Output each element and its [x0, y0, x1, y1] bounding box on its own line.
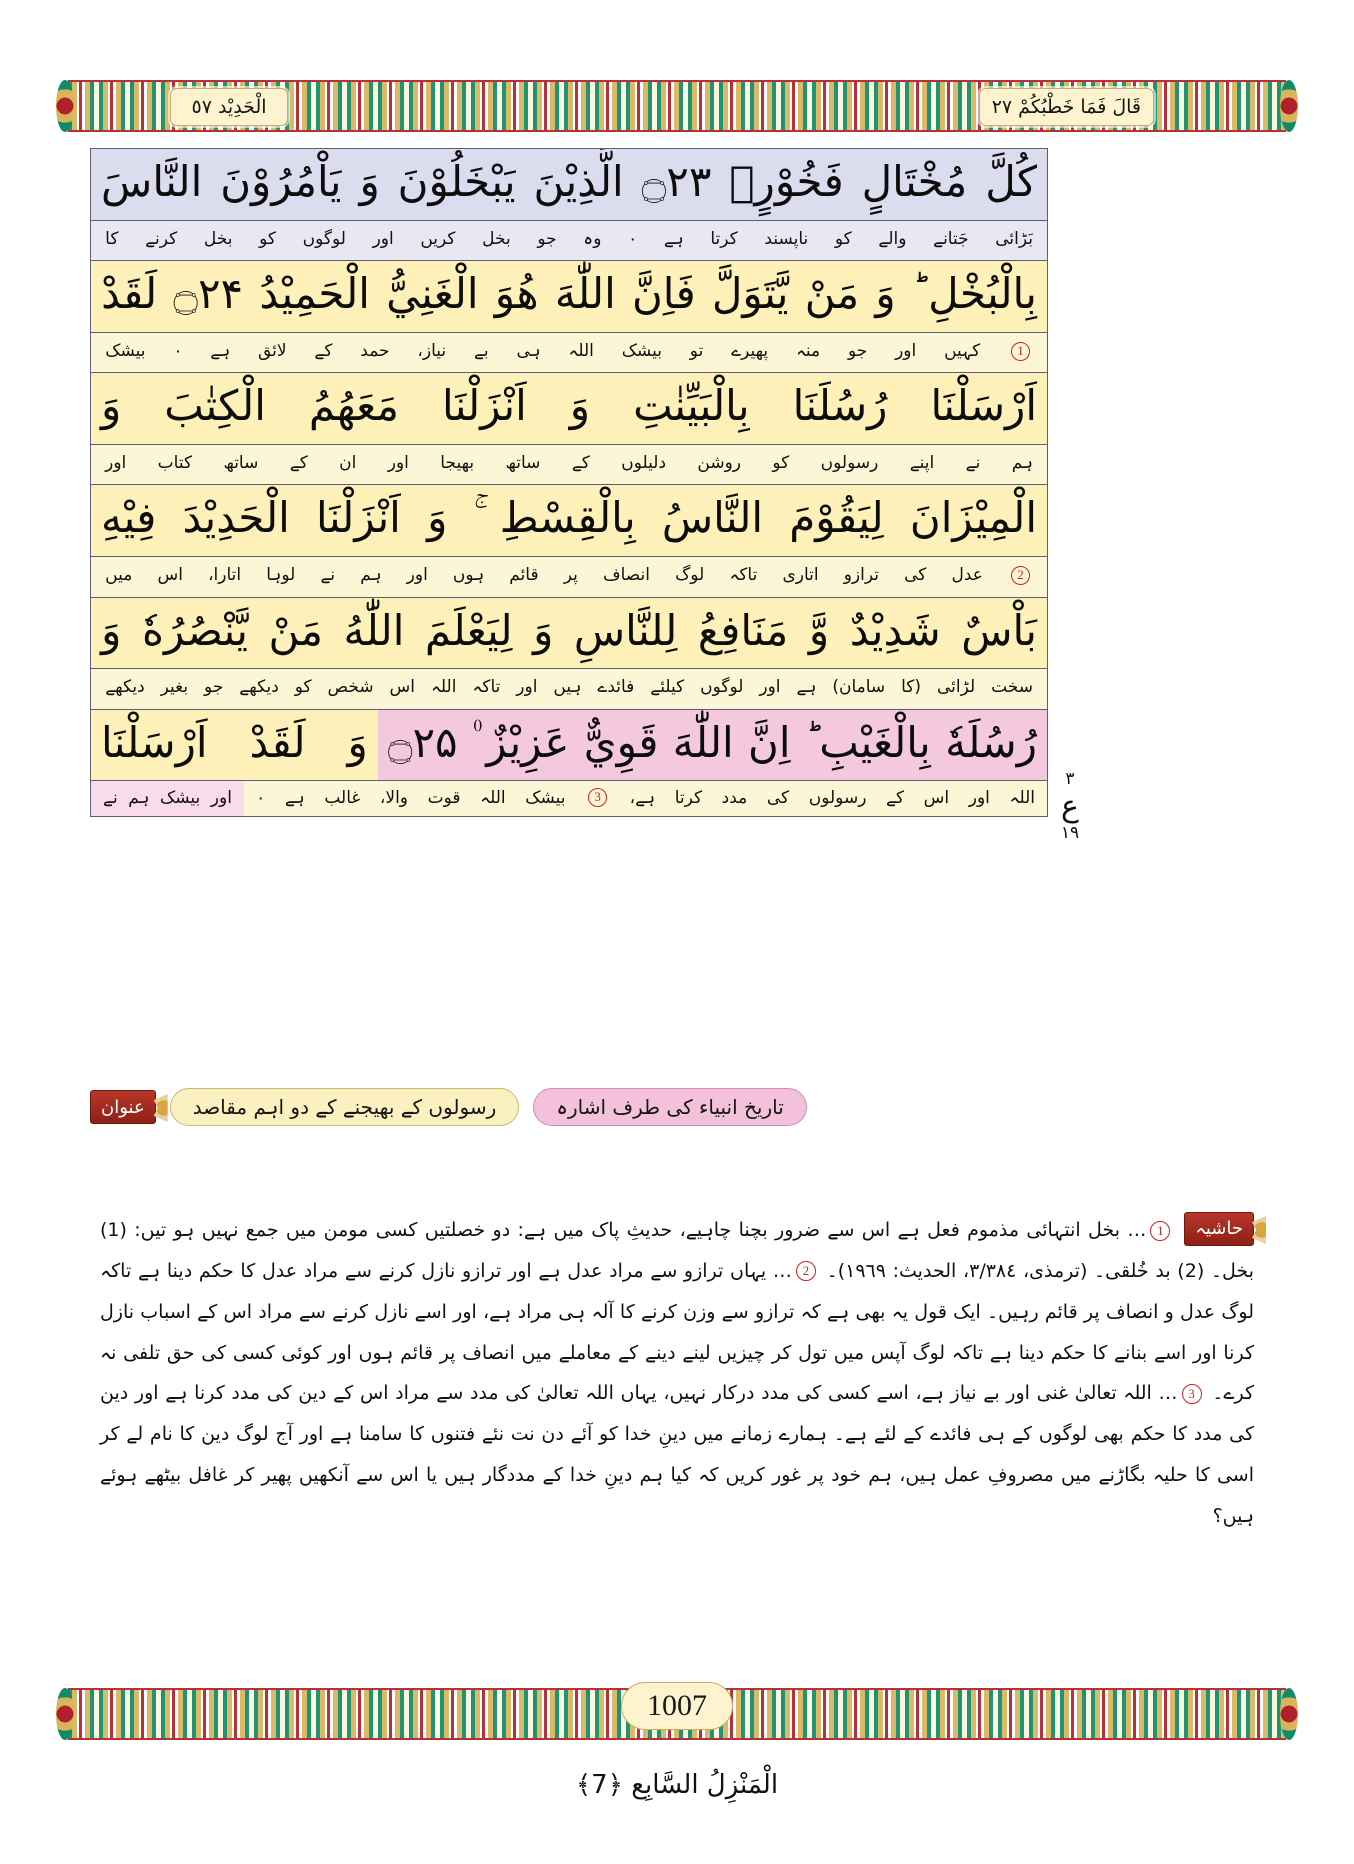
ayah-word: فِيْهِ — [101, 493, 157, 543]
ayah-word: النَّاسَ — [101, 157, 203, 206]
hashiya-badge-label: حاشیہ — [1195, 1217, 1243, 1239]
translation-word: نے — [320, 565, 336, 585]
translation-line — [91, 557, 1047, 598]
translation-word: جو — [204, 677, 224, 698]
ayah-word: لَقَدْ — [101, 269, 158, 319]
ayah-line — [91, 149, 1047, 221]
translation-word: لائق — [258, 340, 287, 361]
translation-word: اللہ — [568, 340, 594, 361]
translation-word: کے — [314, 340, 333, 361]
translation-word: ترازو — [843, 565, 879, 585]
translation-word: کی — [904, 565, 927, 585]
ayah-word: وَ — [101, 605, 122, 655]
translation-word: تاکہ — [729, 565, 758, 585]
translation-word: ہم — [128, 788, 150, 809]
translation-word: دیکھے — [239, 677, 279, 698]
translation-word: (کا — [901, 677, 922, 698]
ayah-word: يَاْمُرُوْنَ — [220, 157, 342, 206]
translation-word: اتاری — [782, 565, 819, 585]
translation-word: اور — [105, 452, 127, 473]
hashiya-badge-wrap — [1184, 1212, 1254, 1246]
translation-word: کا — [105, 228, 119, 249]
translation-word: بے — [473, 340, 489, 361]
topic-heading-row — [90, 1088, 1264, 1126]
translation-word: کہیں — [944, 340, 981, 361]
ayah-word: اللّٰهُ — [343, 605, 405, 655]
ayah-word: وَّ — [808, 605, 830, 655]
translation-word: اپنے — [909, 452, 935, 473]
ayah-word: لَقَدْ — [249, 717, 306, 767]
ayah-word: اَرْسَلْنَا — [930, 381, 1037, 431]
translation-word: لوگ — [675, 565, 705, 585]
surah-name-cartouche — [170, 88, 288, 126]
ayah-word: الْغَنِيُّ — [386, 269, 479, 319]
bottom-border-left-medallion — [56, 1688, 74, 1740]
manzil-label: الْمَنْزِلُ السَّابِع ﴿7﴾ — [575, 1770, 779, 1800]
footnote-marker[interactable]: 1 — [1011, 342, 1030, 361]
translation-line — [91, 669, 1047, 710]
topic-pill-2: تاریخ انبیاء کی طرف اشارہ — [533, 1088, 807, 1126]
ayah-word: الْحَمِيْدُ — [259, 269, 370, 319]
translation-word: پر — [563, 565, 578, 585]
translation-word: بیشک — [105, 340, 146, 361]
translation-word: لوہا — [266, 565, 296, 585]
translation-word: منہ — [795, 340, 821, 361]
ayah-word: شَدِيْدٌ — [849, 605, 941, 655]
footnote-marker[interactable]: 3 — [588, 788, 607, 807]
ruku-number-top: ٣ — [1065, 769, 1075, 789]
ayah-word: مَنْ — [268, 605, 323, 655]
ayah-word: النَّاسُ — [661, 493, 764, 543]
translation-word: ہی — [516, 340, 541, 361]
footnote-ref-marker[interactable]: 1 — [1150, 1221, 1170, 1241]
translation-line — [91, 221, 1047, 262]
ayah-word: اللّٰهَ — [554, 269, 616, 319]
ayah-word: فَاِنَّ — [631, 269, 696, 319]
ayah-word: مَنَافِعُ — [697, 605, 789, 655]
ayah-word: اللّٰهَ — [672, 717, 734, 767]
ayah-word: لِلنَّاسِ — [573, 605, 678, 655]
translation-word: روشن — [697, 452, 742, 473]
ayah-word: كُلَّ — [985, 157, 1037, 206]
translation-line — [91, 333, 1047, 374]
translation-word: کو — [259, 228, 276, 249]
ayah-word: عَزِيْزٌ — [486, 717, 570, 767]
translation-word: جو — [847, 340, 868, 361]
ayah-word: ۝۲۵ — [387, 717, 458, 767]
translation-word: کیلئے — [650, 677, 685, 698]
translation-word: اور — [387, 452, 409, 473]
translation-word: قوت — [427, 787, 461, 808]
translation-word: ہے — [796, 677, 817, 698]
translation-word: اور — [210, 787, 232, 808]
ayah-word: يَبْخَلُوْنَ — [397, 157, 516, 206]
translation-word: بخل — [482, 228, 511, 249]
ayah-word: اِنَّ — [748, 717, 791, 767]
translation-word: اس — [923, 787, 950, 808]
ayah-word: لِيَعْلَمَ — [424, 605, 513, 655]
translation-word: سخت — [991, 677, 1033, 698]
page-number: 1007 — [621, 1682, 733, 1730]
ayah-word: بِالْغَيْبِ — [819, 717, 931, 767]
translation-word: والا، — [379, 787, 409, 808]
ayah-word: وَ — [569, 381, 591, 431]
ayah-word: وَ — [875, 269, 896, 319]
ayah-word: الْحَدِيْدَ — [182, 493, 290, 543]
ruku-number-bottom: ١٩ — [1060, 823, 1080, 844]
translation-word: کے — [571, 452, 590, 473]
translation-line — [91, 445, 1047, 486]
translation-word: رسولوں — [820, 452, 879, 473]
footnote-ref-marker[interactable]: 2 — [796, 1261, 816, 1281]
translation-word: وہ — [583, 228, 602, 249]
hashiya-badge — [1184, 1212, 1254, 1246]
top-border-left-medallion — [56, 80, 74, 132]
ruku-symbol: ع — [1061, 788, 1079, 824]
translation-word: کی — [766, 787, 790, 808]
translation-word: عدل — [951, 565, 983, 585]
footnote-text: … اللہ تعالیٰ غنی اور بے نیاز ہے، اسے کسی کی مدد درکار نہیں، یہاں اللہ تعالیٰ کی مدد سے مراد اس کے دین کی مدد کرنا ہے اور دین کی مدد کا حکم بھی لوگوں کے ہی فائدے کے لئے ہے۔ ہمارے زمانے میں دینِ خدا کو آئے دن نت نئے فتنوں کا سامنا ہے اور آج لوگ دین کا نام لے کر اسی کا حلیہ بگاڑنے میں مصروفِ عمل ہیں، ہم خود پر غور کریں کہ کیا ہم دینِ خدا کے مددگار ہیں یا اس سے آنکھیں پھیر کر غافل بیٹھے ہوئے ہیں؟ — [100, 1382, 1254, 1527]
footnote-marker[interactable]: 2 — [1011, 566, 1030, 585]
translation-word: بخل — [203, 228, 233, 249]
ayah-word: اَنْزَلْنَا — [316, 493, 401, 543]
translation-line-split — [91, 781, 1047, 816]
translation-word: دیکھے — [105, 677, 145, 698]
ayah-word: يَّنْصُرُهٗ — [141, 605, 248, 655]
translation-word: لوگوں — [700, 677, 744, 698]
translation-word: اور — [516, 677, 538, 698]
translation-word: اللہ — [1009, 788, 1035, 809]
ayah-word: بِالْقِسْطِ — [499, 493, 636, 543]
ayah-line — [91, 373, 1047, 445]
top-border-right-medallion — [1280, 80, 1298, 132]
ayah-word: رُسُلَنَا — [792, 381, 888, 431]
unwan-badge — [90, 1090, 156, 1124]
translation-word: ہیں — [553, 677, 582, 698]
translation-word: بیشک — [525, 787, 566, 808]
ayah-word: اَرْسَلْنَا — [101, 717, 208, 767]
translation-word: ناپسند — [764, 228, 809, 249]
unwan-badge-label: عنوان — [101, 1096, 145, 1118]
ayah-line — [91, 485, 1047, 557]
ayah-word: وَ — [359, 157, 380, 206]
ayah-word: وَ — [533, 605, 554, 655]
translation-word: نے — [965, 452, 981, 473]
translation-word: کتاب — [157, 452, 193, 473]
ayah-word: بَاْسٌ — [961, 605, 1037, 655]
ayah-word: هُوَ — [494, 269, 539, 319]
ayah-word: مَعَهُمُ — [308, 381, 399, 431]
translation-word: تاکہ — [472, 677, 501, 698]
translation-word: نیاز، — [417, 340, 447, 361]
translation-word: سامان) — [832, 677, 886, 698]
translation-word: لڑائی — [936, 677, 976, 698]
translation-word: اس — [389, 677, 416, 698]
translation-word: کرتا — [674, 787, 703, 808]
translation-word: اتارا، — [208, 565, 242, 585]
translation-word: اور — [968, 787, 990, 808]
translation-word: اور — [406, 565, 428, 585]
translation-word: ہے، — [629, 788, 656, 809]
translation-word: لوگوں — [302, 228, 346, 249]
bottom-border-right-medallion — [1280, 1688, 1298, 1740]
translation-word: ہے — [210, 340, 231, 361]
translation-word: غالب — [324, 787, 361, 808]
translation-word: نے — [103, 788, 118, 809]
translation-word: فائدے — [597, 677, 635, 698]
quran-text-block — [90, 148, 1048, 817]
translation-word: کریں — [420, 228, 456, 249]
translation-word: کے — [886, 788, 905, 809]
ayah-word: لِيَقُوْمَ — [789, 493, 884, 543]
translation-word: میں — [105, 565, 133, 585]
ruku-margin-markers — [1052, 770, 1088, 844]
ayah-segment-pink — [378, 710, 1047, 781]
ayah-word: مُخْتَالٍ — [861, 157, 968, 206]
translation-word: پھیرے — [731, 340, 769, 361]
translation-word: ساتھ — [223, 452, 259, 473]
ayah-segment-cream — [91, 710, 378, 781]
translation-word: ۰ — [256, 787, 266, 808]
translation-word: بیشک — [160, 787, 201, 808]
ayah-word: بِالْبَيِّنٰتِ — [633, 381, 750, 431]
ayah-word: ۝۲۳ — [641, 157, 712, 206]
ayah-word: الَّذِيْنَ — [533, 157, 624, 206]
translation-word: اور — [372, 228, 394, 249]
translation-word: جو — [537, 228, 557, 249]
ayah-word: قَوِيٌّ — [583, 717, 659, 767]
ayah-word: الْكِتٰبَ — [164, 381, 266, 431]
ayah-word: وَ — [347, 717, 368, 767]
translation-word: کرتا — [710, 228, 738, 249]
ayah-word: اَنْزَلْنَا — [441, 381, 527, 431]
translation-word: ان — [339, 452, 357, 473]
translation-word: ہے — [284, 788, 305, 809]
footnote-ref-marker[interactable]: 3 — [1182, 1384, 1202, 1404]
translation-word: بیشک — [621, 340, 662, 361]
ayah-word: مَنْ — [804, 269, 860, 319]
ayah-word: يَّتَوَلَّ — [711, 269, 789, 319]
translation-word: اور — [759, 677, 781, 698]
translation-word: دلیلوں — [621, 452, 667, 473]
translation-word: کو — [294, 677, 312, 698]
translation-word: ہم — [360, 565, 382, 585]
ayah-line — [91, 261, 1047, 333]
ayah-word: بِالْبُخْلِ — [928, 269, 1037, 319]
translation-word: مدد — [721, 787, 748, 808]
ayah-word: رُسُلَهٗ — [945, 717, 1037, 767]
ayah-word: ۝۲۴ — [173, 269, 244, 319]
translation-word: انصاف — [602, 565, 650, 585]
translation-word: بغیر — [160, 677, 189, 698]
translation-word: والے — [878, 228, 907, 249]
ayah-word: وَ — [427, 493, 448, 543]
topic-pill-1: رسولوں کے بھیجنے کے دو اہم مقاصد — [170, 1088, 520, 1126]
translation-word: جَتانے — [933, 228, 969, 249]
translation-word: اس — [157, 565, 183, 585]
translation-word: کو — [772, 452, 790, 473]
translation-segment-cream — [244, 781, 1047, 816]
footnote-text: … یہاں ترازو سے مراد عدل ہے اور ترازو نازل کرنے سے مراد عدل کا حکم دینا ہے تاکہ لوگ عدل و انصاف پر قائم رہیں۔ ایک قول یہ بھی ہے کہ ترازو سے وزن کرنے کا آلہ ہی مراد ہے، اور اسے نازل کرنے سے مراد اس کے اسباب نازل کرنا اور اسے بنانے کا حکم دینا ہے تاکہ لوگ آپس میں تول کر چیزیں لینے دینے کے معاملے میں انصاف پر قائم ہوں اور کوئی کسی کی حق تلفی نہ کرے۔ — [100, 1259, 1254, 1405]
footnote-text: … بخل انتہائی مذموم فعل ہے اس سے ضرور بچنا چاہیے، حدیثِ پاک میں ہے: دو خصلتیں کسی مومن میں جمع نہیں ہو تیں: (1) بخل۔ (2) بد خُلقی۔ (ترمذی، ٣/٣٨٤، الحدیث: ١٩٦٩)۔ — [100, 1219, 1254, 1282]
translation-word: ہے — [663, 228, 684, 249]
translation-word: کے — [289, 452, 308, 473]
translation-word: اللہ — [430, 677, 457, 698]
translation-word: تو — [689, 340, 704, 361]
hashiya-body-text — [100, 1210, 1254, 1537]
hashiya-section — [100, 1210, 1254, 1537]
translation-word: کو — [834, 228, 852, 249]
translation-word: رسولوں — [808, 787, 867, 808]
translation-word: ہم — [1011, 452, 1033, 473]
translation-word: ہوں — [452, 565, 485, 585]
para-name-cartouche — [979, 88, 1154, 126]
translation-word: ۰ — [628, 228, 638, 249]
translation-word: حمد — [360, 340, 390, 361]
ayah-word: وَ — [101, 381, 122, 431]
surah-name-label: الْحَدِيْد ٥٧ — [191, 95, 267, 118]
translation-word: اور — [895, 340, 917, 361]
translation-word: بھیجا — [440, 452, 475, 473]
translation-word: ۰ — [173, 340, 183, 361]
ayah-line-split — [91, 710, 1047, 782]
ayah-line — [91, 598, 1047, 670]
translation-word: بَڑائی — [995, 228, 1033, 249]
ayah-word: فَخُوْرٍۙ — [729, 157, 844, 206]
translation-word: شخص — [327, 677, 374, 698]
translation-segment-pink — [91, 781, 244, 816]
translation-word: کرنے — [145, 228, 178, 249]
ayah-word: الْمِيْزَانَ — [909, 493, 1037, 543]
para-name-label: قَالَ فَمَا خَطْبُكُمْ ٢٧ — [991, 95, 1141, 118]
translation-word: ساتھ — [505, 452, 541, 473]
translation-word: قائم — [509, 565, 539, 585]
translation-word: اللہ — [480, 788, 506, 809]
